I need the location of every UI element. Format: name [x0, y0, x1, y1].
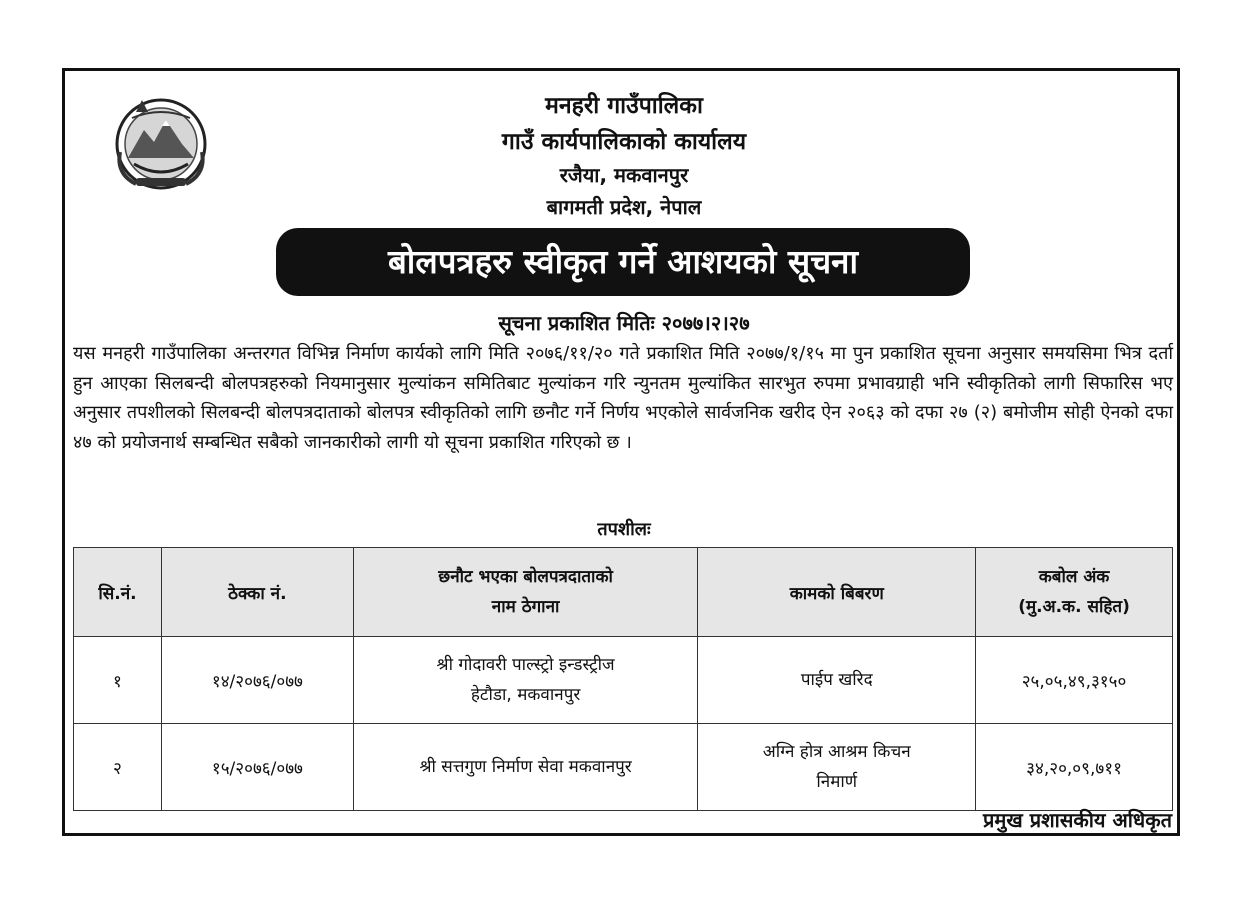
office-name: गाउँ कार्यपालिकाको कार्यालय [501, 129, 747, 155]
table-row [74, 637, 1173, 724]
header-work-description: कामको बिबरण [698, 548, 976, 637]
row-work-line1: अग्नि होत्र आश्रम किचन [762, 742, 911, 762]
award-table [73, 547, 1173, 811]
published-date: सूचना प्रकाशित मितिः २०७७।२।२७ [498, 311, 750, 335]
notice-body: यस मनहरी गाउँपालिका अन्तरगत विभिन्न निर्माण कार्यको लागि मिति २०७६/११/२० गते प्रकाशित मिति २०७७/१/१५ मा पुन प्रकाशित सूचना अनुसार समयसिमा भित्र दर्ता हुन आएका सिलबन्दी बोलपत्रहरुको नियमानुसार मुल्यांकन समितिबाट मुल्यांकन गरि न्युनतम मुल्यांकित सारभुत रुपमा प्रभावग्राही भनि स्वीकृतिको लागी सिफारिस भए अनुसार तपशीलको सिलबन्दी बोलपत्रदाताको बोलपत्र स्वीकृतिको लागि छनौट गर्ने निर्णय भएकोले सार्वजनिक खरीद ऐन २०६३ को दफा २७ (२) बमोजीम सोही ऐनको दफा ४७ को प्रयोजनार्थ सम्बन्धित सबैको जानकारीको लागी यो सूचना प्रकाशित गरिएको छ । [73, 343, 1173, 453]
province-country: बागमती प्रदेश, नेपाल [546, 195, 702, 219]
header-bidder [353, 548, 698, 637]
row-bidder-line1: श्री गोदावरी पाल्स्ट्रो इन्डस्ट्रीज [436, 655, 615, 675]
row-bidder-line2: हेटौडा, मकवानपुर [470, 685, 581, 705]
row-contract-no: १५/२०७६/०७७ [161, 724, 353, 811]
row-bidder-line1: श्री सत्तगुण निर्माण सेवा मकवानपुर [419, 757, 632, 777]
row-bidder [353, 724, 698, 811]
row-bid-amount: ३४,२०,०९,७११ [976, 724, 1173, 811]
row-sn: १ [74, 637, 162, 724]
signatory-title: प्रमुख प्रशासकीय अधिकृत [983, 808, 1172, 832]
table-row [74, 724, 1173, 811]
header-contract-no: ठेक्का नं. [161, 548, 353, 637]
header-bidder-line1: छनौट भएका बोलपत्रदाताको [438, 567, 613, 587]
row-work-line2: निमार्ण [816, 772, 858, 792]
row-contract-no: १४/२०७६/०७७ [161, 637, 353, 724]
office-address: रजैया, मकवानपुर [559, 163, 689, 187]
row-bidder [353, 637, 698, 724]
header-bid-amount-line1: कबोल अंक [1038, 567, 1110, 587]
header-bidder-line2: नाम ठेगाना [491, 597, 560, 617]
row-bid-amount: २५,०५,४९,३१५० [976, 637, 1173, 724]
row-sn: २ [74, 724, 162, 811]
row-work-description [698, 724, 976, 811]
header-bid-amount [976, 548, 1173, 637]
details-label: तपशीलः [597, 519, 651, 540]
header-sn: सि.नं. [74, 548, 162, 637]
table-header-row [74, 548, 1173, 637]
header-bid-amount-line2: (मु.अ.क. सहित) [1018, 597, 1130, 617]
row-work-description [698, 637, 976, 724]
notice-title: बोलपत्रहरु स्वीकृत गर्ने आशयको सूचना [276, 228, 970, 296]
municipality-name: मनहरी गाउँपालिका [545, 93, 703, 119]
row-work-line1: पाईप खरिद [800, 670, 873, 690]
